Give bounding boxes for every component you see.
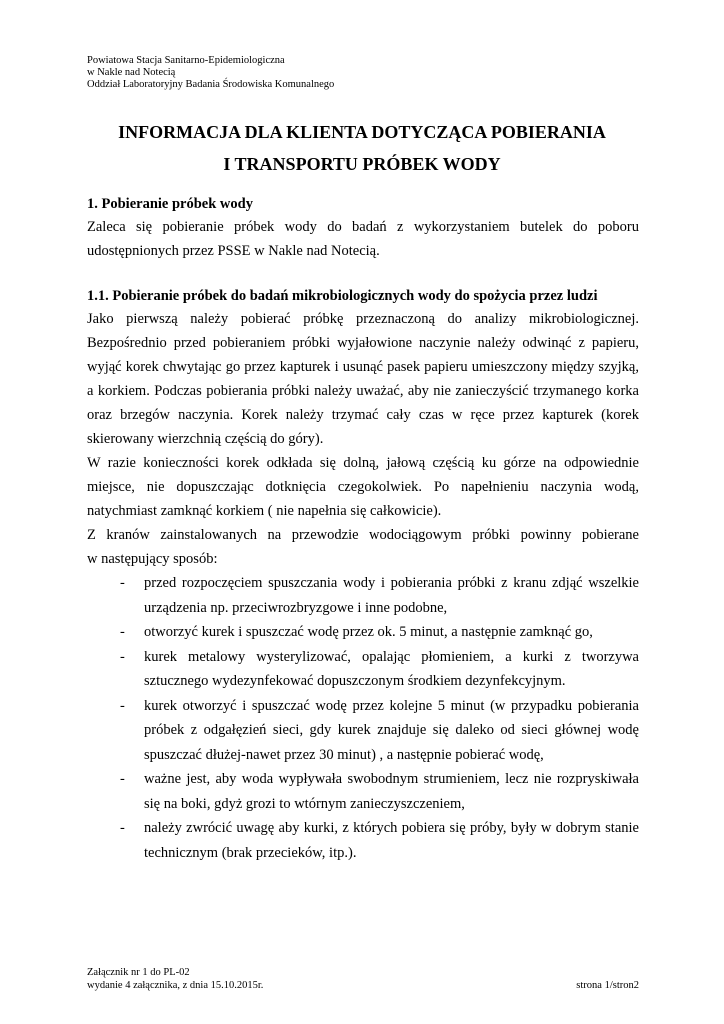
footer-edition: wydanie 4 załącznika, z dnia 15.10.2015r. — [87, 979, 264, 991]
list-item-line: technicznym (brak przecieków, itp.). — [144, 844, 357, 861]
paragraph-line: Bezpośrednio przed pobieraniem próbki wyjałowione naczynie należy odwinąć z papieru, — [87, 335, 639, 351]
dash-bullet: - — [120, 575, 125, 591]
page-number: strona 1/stron2 — [576, 979, 639, 991]
paragraph-line: w następujący sposób: — [87, 551, 218, 567]
paragraph-line: wyjąć korek chwytając go przez kapturek i usunąć pasek papieru umieszczony między szyjką, — [87, 359, 639, 375]
list-item-line: się na boki, gdyż grozi to wtórnym zanieczyszczeniem, — [144, 795, 465, 812]
list-item-line: przed rozpoczęciem spuszczania wody i pobierania próbki z kranu zdjąć wszelkie — [144, 575, 639, 591]
paragraph-2 — [87, 451, 639, 523]
title-line-2: I TRANSPORTU PRÓBEK WODY — [223, 154, 501, 174]
procedure-list — [87, 571, 639, 865]
paragraph-line: W razie konieczności korek odkłada się dolną, jałową częścią ku górze na odpowiednie — [87, 455, 639, 471]
section-1-text-line: udostępnionych przez PSSE w Nakle nad Notecią. — [87, 243, 380, 259]
dash-bullet: - — [120, 624, 125, 640]
list-item-line: spuszczać dłużej-nawet przez 30 minut) , a następnie pobierać wodę, — [144, 746, 544, 763]
list-item-line: sztucznego wydezynfekować dopuszczonym środkiem dezynfekcyjnym. — [144, 673, 566, 689]
list-item-line: kurek metalowy wysterylizować, opalając płomieniem, a kurki z tworzywa — [144, 648, 639, 665]
dash-bullet: - — [120, 771, 125, 787]
list-item — [87, 767, 639, 816]
section-1-text-line: Zaleca się pobieranie próbek wody do badań z wykorzystaniem butelek do poboru — [87, 219, 639, 235]
list-item-line: kurek otworzyć i spuszczać wodę przez kolejne 5 minut (w przypadku pobierania — [144, 697, 639, 714]
paragraph-line: oraz brzegów naczynia. Korek należy trzymać cały czas w ręce przez kapturek (korek — [87, 407, 639, 423]
paragraph-line: Jako pierwszą należy pobierać próbkę przeznaczoną do analizy mikrobiologicznej. — [87, 311, 639, 327]
header-line-2: w Nakle nad Notecią — [87, 67, 176, 78]
list-item-line: otworzyć kurek i spuszczać wodę przez ok. 5 minut, a następnie zamknąć go, — [144, 624, 593, 640]
paragraph-line: a korkiem. Podczas pobierania próbki należy uważać, aby nie zanieczyścić trzymanego korka — [87, 383, 639, 399]
list-item — [87, 571, 639, 620]
list-item — [87, 645, 639, 694]
institution-header — [87, 55, 334, 91]
header-line-3: Oddział Laboratoryjny Badania Środowiska Komunalnego — [87, 79, 335, 90]
header-line-1: Powiatowa Stacja Sanitarno-Epidemiologiczna — [87, 55, 285, 66]
dash-bullet: - — [120, 697, 125, 714]
list-item — [87, 816, 639, 865]
document-body — [87, 193, 639, 865]
paragraph-line: Z kranów zainstalowanych na przewodzie wodociągowym próbki powinny pobierane — [87, 527, 639, 543]
list-item-line: próbek z odgałęzień sieci, gdy kurek znajduje się daleko od sieci głównej wodę — [144, 722, 639, 738]
list-item — [87, 620, 639, 645]
dash-bullet: - — [120, 648, 125, 665]
paragraph-3 — [87, 523, 639, 571]
page-footer — [87, 967, 639, 992]
list-item-line: ważne jest, aby woda wypływała swobodnym strumieniem, lecz nie rozpryskiwała — [144, 771, 639, 787]
paragraph-line: natychmiast zamknąć korkiem ( nie napełnia się całkowicie). — [87, 503, 442, 519]
list-item-line: urządzenia np. przeciwrozbryzgowe i inne podobne, — [144, 599, 448, 616]
list-item-line: należy zwrócić uwagę aby kurki, z których pobiera się próby, były w dobrym stanie — [144, 820, 639, 836]
paragraph-line: miejsce, nie dopuszczając dotknięcia czegokolwiek. Po napełnieniu naczynia wodą, — [87, 479, 639, 495]
section-1-heading: 1. Pobieranie próbek wody — [87, 196, 253, 212]
dash-bullet: - — [120, 820, 125, 836]
section-1-1-heading: 1.1. Pobieranie próbek do badań mikrobiologicznych wody do spożycia przez ludzi — [87, 288, 598, 304]
paragraph-line: skierowany wierzchnią częścią do góry). — [87, 431, 324, 447]
document-title — [0, 116, 724, 180]
title-line-1: INFORMACJA DLA KLIENTA DOTYCZĄCA POBIERANIA — [118, 122, 606, 142]
list-item — [87, 694, 639, 768]
footer-attachment: Załącznik nr 1 do PL-02 — [87, 967, 190, 978]
paragraph-1 — [87, 307, 639, 451]
